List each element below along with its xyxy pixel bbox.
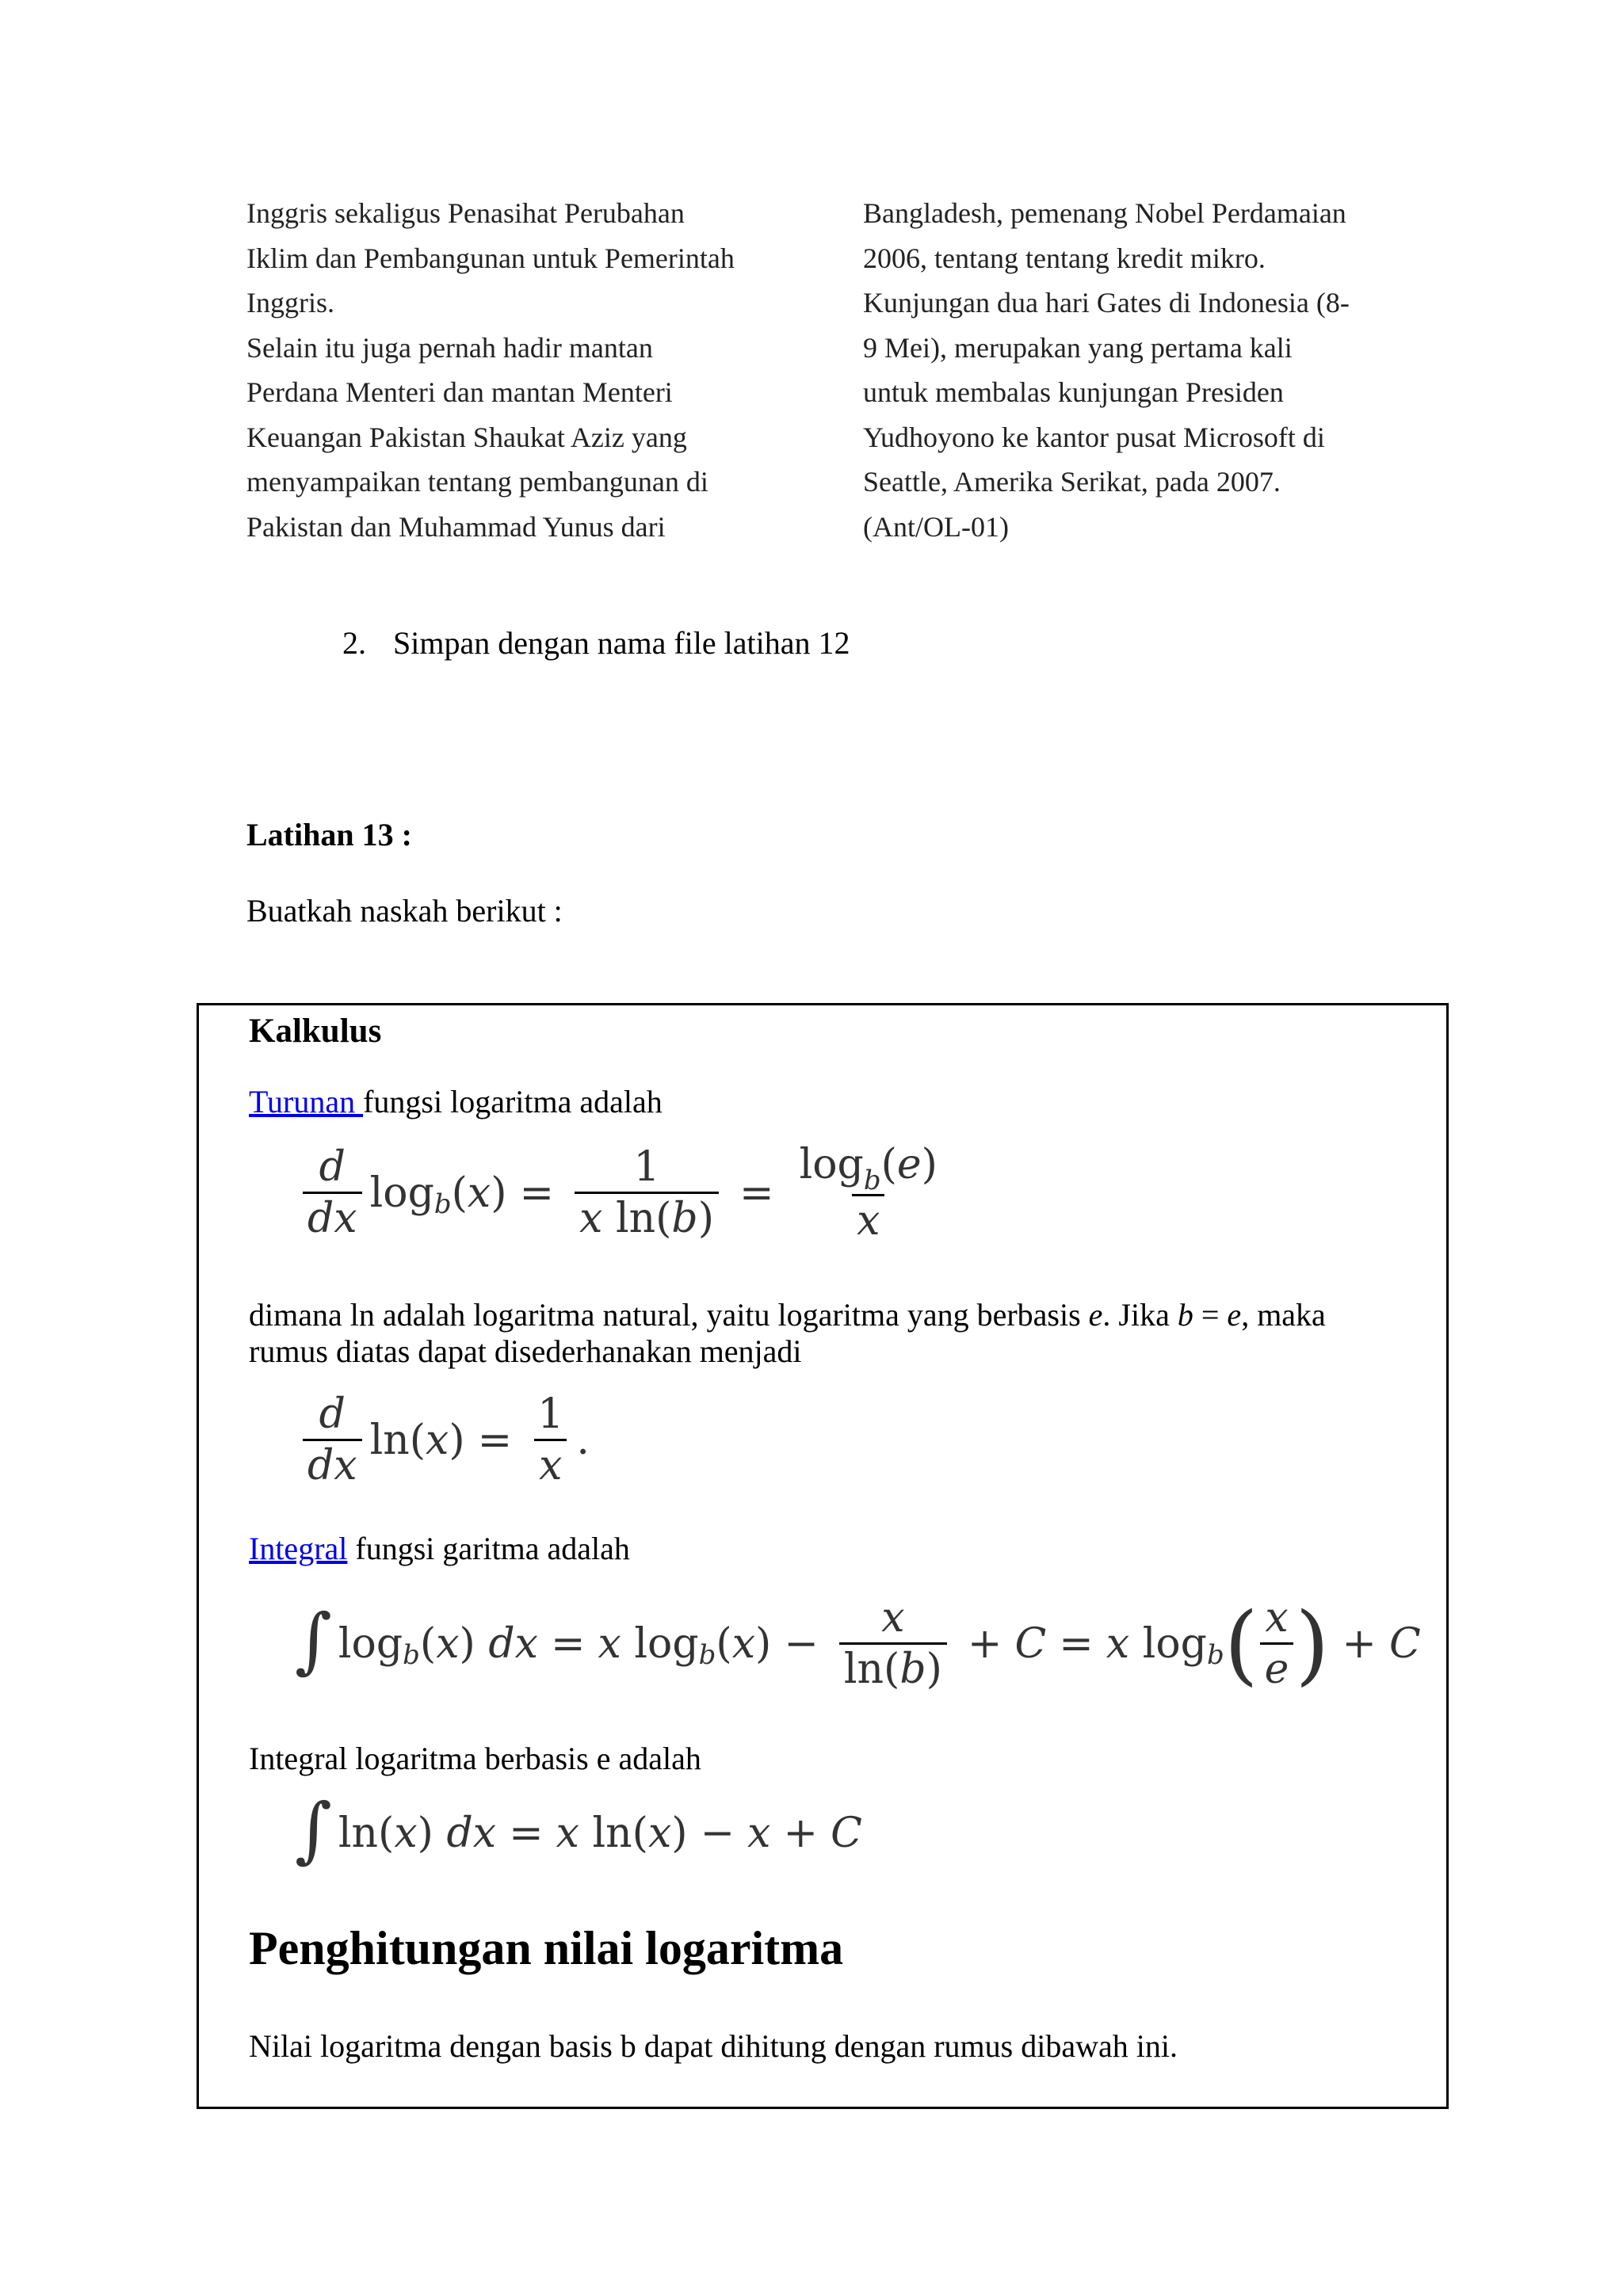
fraction-logbe-over-x <box>795 1140 942 1245</box>
variable-e: e <box>896 1141 922 1188</box>
log-symbol: log <box>369 1169 434 1217</box>
constant-c: C <box>1014 1619 1047 1668</box>
paren: ( <box>409 1416 426 1464</box>
text-run: , maka <box>1241 1297 1326 1333</box>
turunan-link[interactable]: Turunan <box>249 1084 364 1119</box>
paren: ( <box>378 1810 395 1857</box>
integral-text: fungsi garitma adalah <box>347 1531 630 1566</box>
fraction-numerator: d <box>319 1143 346 1191</box>
variable-x: x <box>1106 1619 1130 1668</box>
log-symbol: log <box>1142 1619 1207 1668</box>
fraction-x-over-lnb <box>839 1593 947 1694</box>
fraction-numerator: 1 <box>537 1390 564 1438</box>
fraction-one-over-xlnb <box>575 1142 719 1243</box>
dimana-line-1 <box>249 1297 1326 1333</box>
paren: ( <box>419 1619 437 1668</box>
exercise-intro: Buatkah naskah berikut : <box>246 893 563 929</box>
fraction-numerator: d <box>319 1390 346 1438</box>
differential-dx: dx <box>488 1619 538 1668</box>
variable-x: x <box>579 1195 603 1242</box>
big-paren: ) <box>1295 1592 1330 1695</box>
variable-x: x <box>731 1619 756 1668</box>
fraction-denominator: x <box>534 1439 567 1490</box>
paren: ) <box>459 1619 475 1668</box>
paren: ( <box>655 1195 672 1242</box>
equals-sign: = <box>1059 1619 1094 1668</box>
integral-link[interactable]: Integral <box>249 1531 348 1566</box>
variable-x: x <box>747 1810 771 1857</box>
paren: ( <box>632 1810 648 1857</box>
minus-sign: − <box>784 1619 819 1668</box>
list-text: Simpan dengan nama file latihan 12 <box>393 625 850 661</box>
equation-integral-log <box>295 1593 1421 1694</box>
fraction-denominator: dx <box>303 1439 362 1490</box>
paren: ( <box>716 1619 732 1668</box>
italic-e: e <box>1088 1297 1103 1333</box>
turunan-paragraph <box>249 1084 663 1120</box>
left-column-line: Selain itu juga pernah hadir mantan <box>246 331 653 364</box>
right-column-line: (Ant/OL-01) <box>863 510 1009 543</box>
equals-sign: = <box>477 1416 513 1464</box>
left-column-line: Inggris. <box>246 287 334 318</box>
turunan-text: fungsi logaritma adalah <box>363 1084 663 1119</box>
fraction-numerator: x <box>1265 1594 1289 1642</box>
paren: ( <box>884 1646 900 1693</box>
section-heading: Penghitungan nilai logaritma <box>249 1922 844 1974</box>
paren: ( <box>451 1169 468 1217</box>
variable-x: x <box>647 1810 672 1857</box>
log-base: b <box>863 1165 881 1196</box>
equals-sign: = <box>550 1619 586 1668</box>
left-column-line: Iklim dan Pembangunan untuk Pemerintah <box>246 242 735 274</box>
left-column <box>246 191 801 549</box>
constant-c: C <box>831 1810 862 1857</box>
equals-sign: = <box>519 1169 555 1217</box>
text-run: dimana ln adalah logaritma natural, yaitu logaritma yang berbasis <box>249 1297 1089 1333</box>
minus-sign: − <box>700 1810 735 1857</box>
dimana-line-2: rumus diatas dapat disederhanakan menjadi <box>249 1333 802 1369</box>
left-column-line: Inggris sekaligus Penasihat Perubahan <box>246 197 685 229</box>
variable-x: x <box>556 1810 579 1857</box>
integral-sign: ∫ <box>295 1598 332 1682</box>
fraction-d-dx <box>303 1390 362 1490</box>
big-paren: ( <box>1224 1592 1258 1695</box>
variable-x: x <box>467 1169 491 1217</box>
fraction-denominator <box>575 1192 719 1243</box>
right-column-line: 9 Mei), merupakan yang pertama kali <box>863 331 1293 364</box>
plus-sign: + <box>967 1619 1002 1668</box>
integral-paragraph <box>249 1531 630 1567</box>
paren: ) <box>921 1141 938 1188</box>
fraction-numerator: 1 <box>633 1143 660 1191</box>
content-box <box>197 1003 1449 2109</box>
dimana-paragraph <box>249 1297 1326 1370</box>
paren: ) <box>671 1810 688 1857</box>
variable-b: b <box>899 1646 926 1693</box>
right-column-line: Bangladesh, pemenang Nobel Perdamaian <box>863 197 1346 229</box>
fraction-d-dx <box>303 1142 362 1243</box>
fraction-numerator <box>795 1140 942 1194</box>
list-number: 2. <box>342 625 366 661</box>
ln-symbol: ln <box>615 1195 656 1242</box>
ln-symbol: ln <box>369 1416 410 1464</box>
paren: ) <box>491 1169 507 1217</box>
left-column-line: Pakistan dan Muhammad Yunus dari <box>246 510 666 543</box>
equation-derivative-log <box>295 1140 950 1245</box>
italic-b: b <box>1177 1297 1193 1333</box>
integral-e-paragraph: Integral logaritma berbasis e adalah <box>249 1741 701 1776</box>
fraction-denominator <box>839 1642 947 1694</box>
right-column-line: untuk membalas kunjungan Presiden <box>863 376 1284 408</box>
variable-b: b <box>671 1195 698 1242</box>
fraction-denominator: e <box>1260 1642 1294 1694</box>
left-column-line: Keuangan Pakistan Shaukat Aziz yang <box>246 421 687 453</box>
log-symbol: log <box>799 1141 864 1188</box>
variable-x: x <box>426 1416 449 1464</box>
log-base: b <box>698 1638 716 1671</box>
ln-symbol: ln <box>592 1810 632 1857</box>
list-item <box>342 624 850 662</box>
italic-e: e <box>1227 1297 1242 1333</box>
variable-x: x <box>436 1619 460 1668</box>
paren: ( <box>880 1141 897 1188</box>
fraction-denominator: x <box>852 1194 884 1245</box>
right-column <box>863 191 1402 549</box>
right-column-line: 2006, tentang tentang kredit mikro. <box>863 242 1266 274</box>
variable-x: x <box>598 1619 621 1668</box>
fraction-x-over-e <box>1260 1593 1294 1694</box>
fraction-one-over-x <box>533 1390 568 1490</box>
ln-symbol: ln <box>338 1810 379 1857</box>
variable-x: x <box>394 1810 418 1857</box>
box-title: Kalkulus <box>249 1013 382 1050</box>
right-column-line: Yudhoyono ke kantor pusat Microsoft di <box>863 421 1325 453</box>
equation-derivative-ln <box>295 1390 590 1490</box>
fraction-denominator: dx <box>303 1192 362 1243</box>
right-column-line: Seattle, Amerika Serikat, pada 2007. <box>863 466 1281 498</box>
paren: ) <box>417 1810 433 1857</box>
ln-symbol: ln <box>843 1646 884 1693</box>
log-symbol: log <box>338 1619 403 1668</box>
plus-sign: + <box>1342 1619 1377 1668</box>
left-column-line: Perdana Menteri dan mantan Menteri <box>246 376 673 408</box>
differential-dx: dx <box>446 1810 497 1857</box>
last-paragraph: Nilai logaritma dengan basis b dapat dihitung dengan rumus dibawah ini. <box>249 2028 1178 2064</box>
log-base: b <box>1206 1638 1224 1671</box>
plus-sign: + <box>783 1810 819 1857</box>
equals-sign: = <box>509 1810 544 1857</box>
paren: ) <box>697 1195 714 1242</box>
paren: ) <box>926 1646 942 1693</box>
constant-c: C <box>1388 1619 1421 1668</box>
period: . <box>576 1416 590 1464</box>
paren: ) <box>449 1416 465 1464</box>
log-symbol: log <box>634 1619 699 1668</box>
exercise-heading: Latihan 13 : <box>246 817 412 852</box>
fraction-numerator: x <box>881 1594 905 1642</box>
log-base: b <box>403 1638 420 1671</box>
left-column-line: menyampaikan tentang pembangunan di <box>246 466 708 498</box>
right-column-line: Kunjungan dua hari Gates di Indonesia (8- <box>863 287 1350 318</box>
integral-sign: ∫ <box>295 1788 332 1871</box>
log-base: b <box>433 1188 452 1220</box>
text-run: = <box>1193 1297 1228 1333</box>
equation-integral-ln <box>295 1788 862 1871</box>
paren: ) <box>755 1619 772 1668</box>
text-run: . Jika <box>1102 1297 1178 1333</box>
equals-sign: = <box>739 1169 774 1217</box>
